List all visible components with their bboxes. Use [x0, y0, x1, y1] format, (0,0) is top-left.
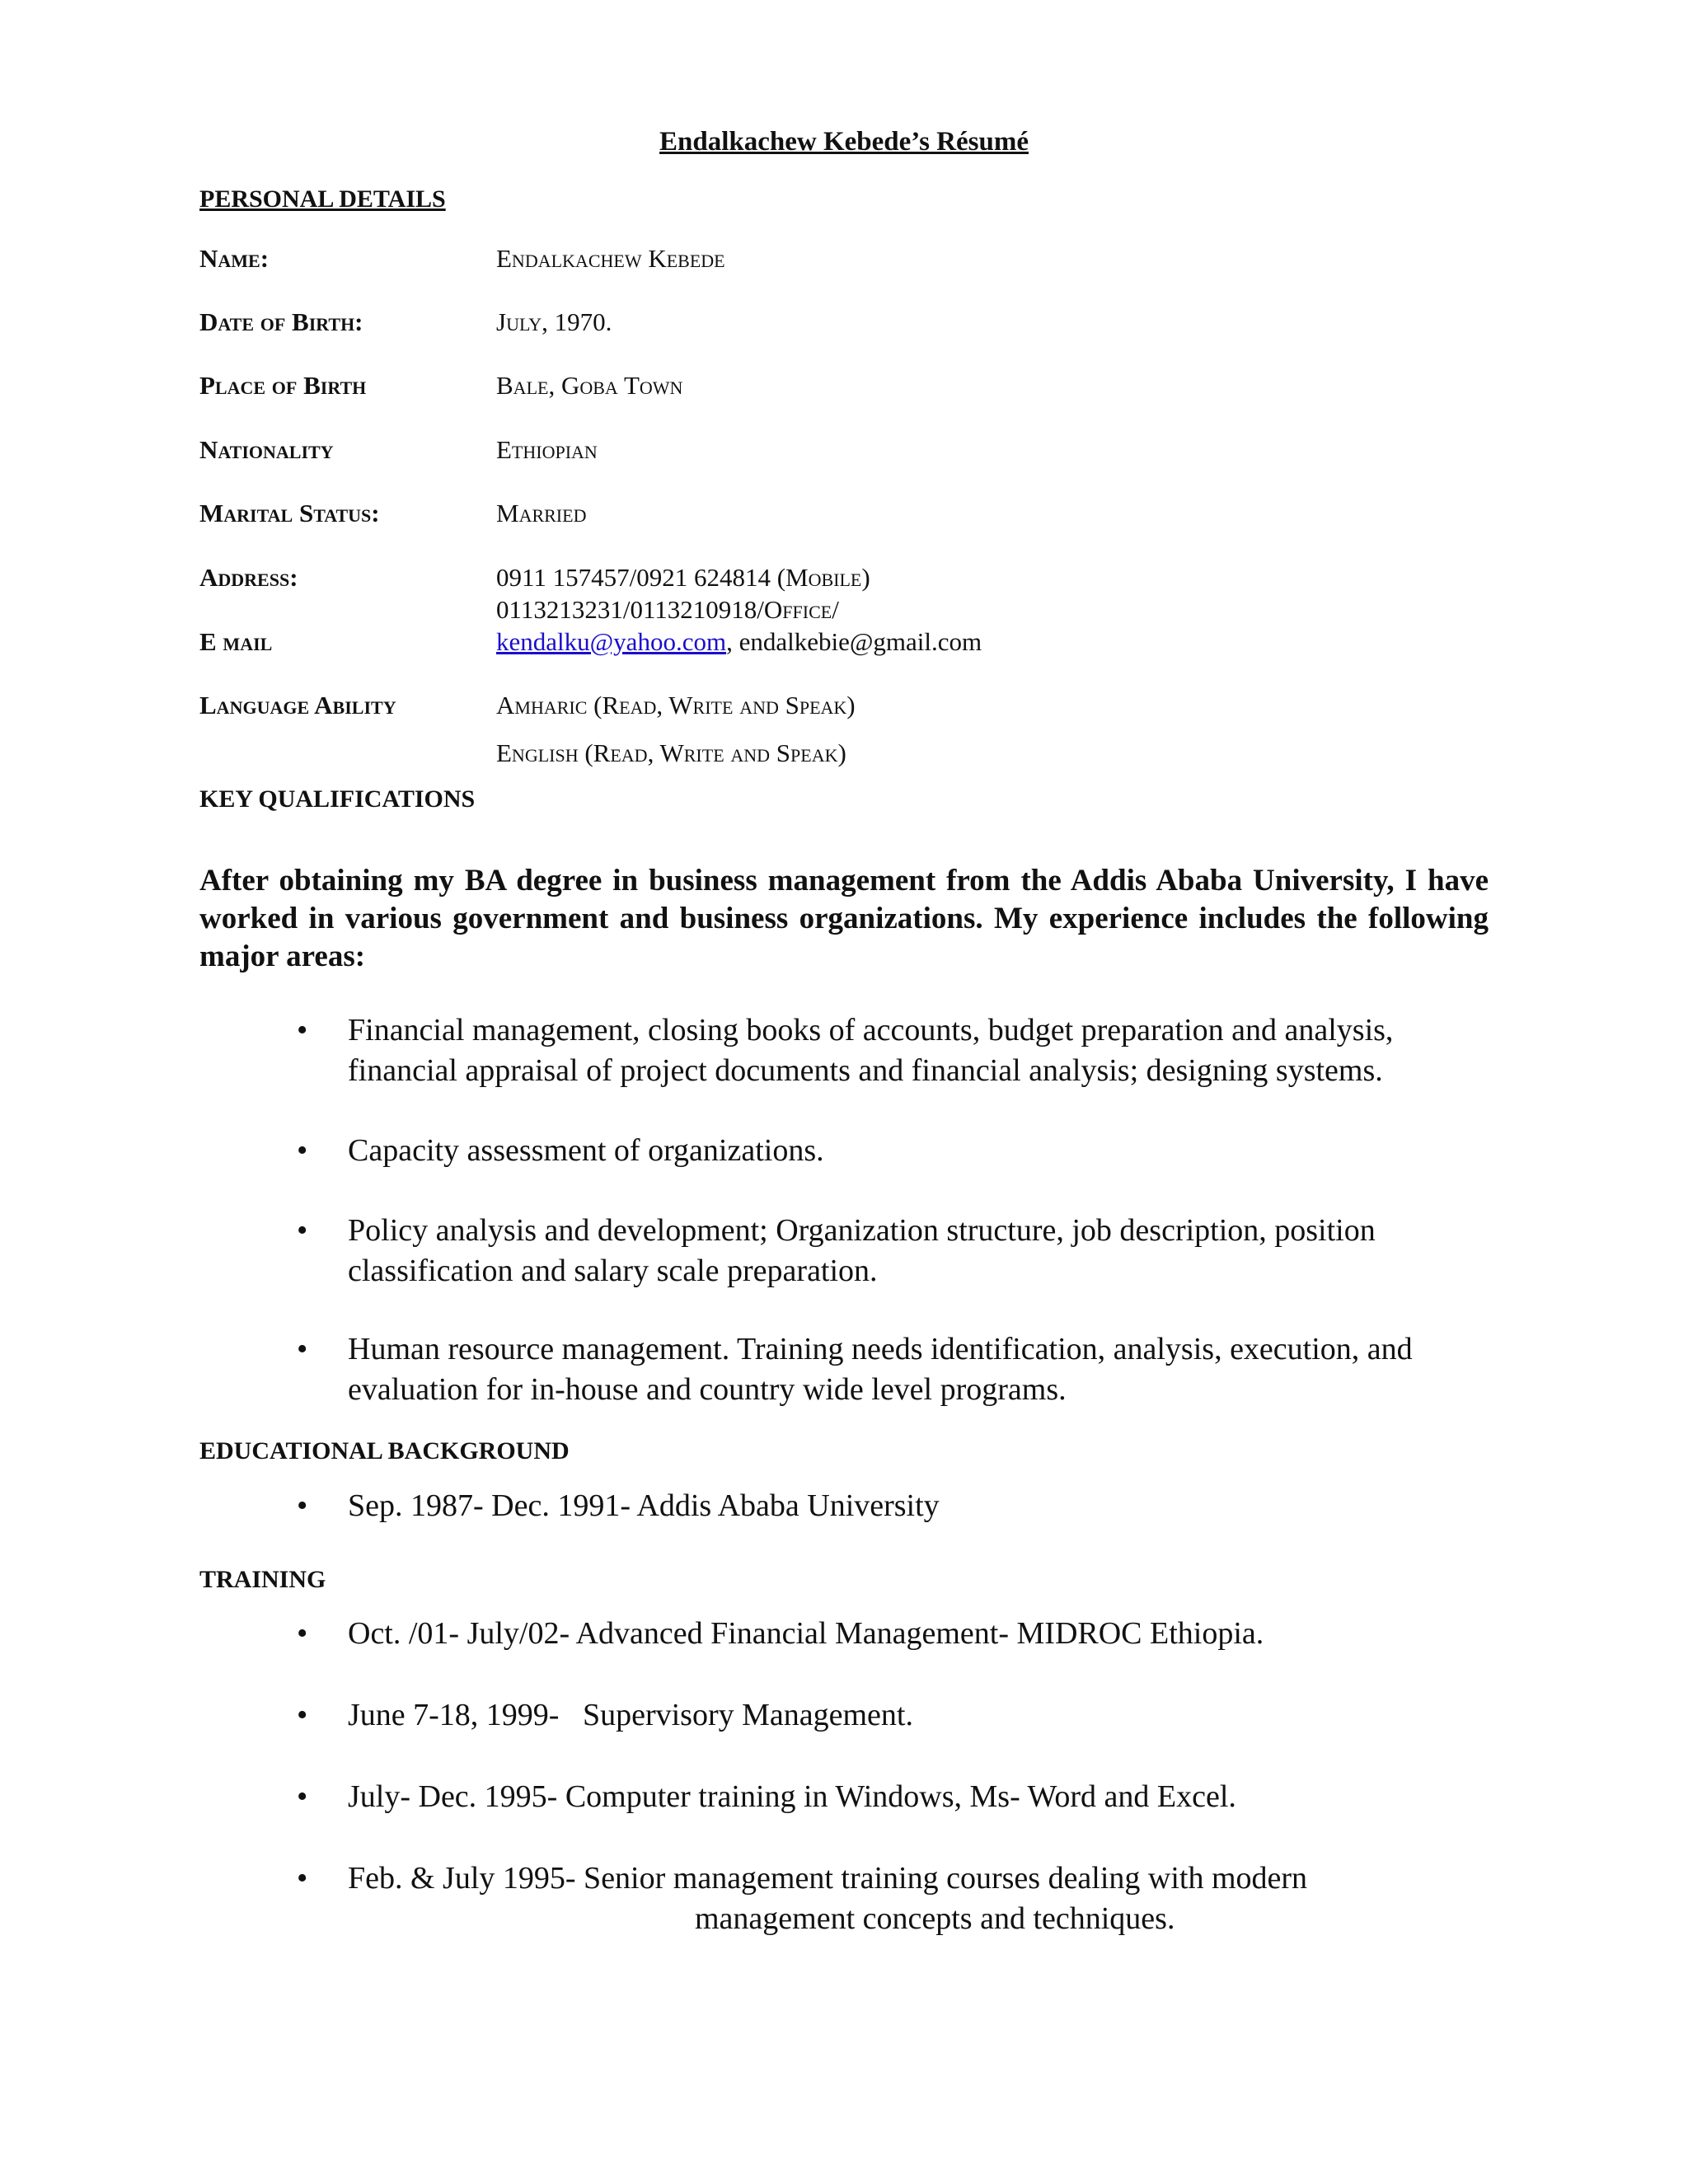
bullet-icon: • [297, 1861, 308, 1896]
email-link-yahoo[interactable]: kendalku@yahoo.com [496, 627, 727, 656]
bullet-icon: • [297, 1213, 308, 1248]
email-line [496, 626, 982, 658]
education-heading: EDUCATIONAL BACKGROUND [199, 1437, 570, 1465]
key-qualifications-heading: KEY QUALIFICATIONS [199, 785, 476, 813]
bullet-icon: • [297, 1698, 308, 1732]
nationality-label: Nationality [199, 435, 334, 464]
qualification-item: Financial management, closing books of accounts, budget preparation and analysis, financial appraisal of project documents and financial analysis; designing systems. [348, 1013, 1394, 1088]
pob-label: Place of Birth [199, 371, 367, 400]
personal-details-heading: PERSONAL DETAILS [199, 185, 446, 213]
qualification-item: Policy analysis and development; Organization structure, job description, position classification and salary scale preparation. [348, 1213, 1376, 1288]
qualification-item: Capacity assessment of organizations. [348, 1133, 824, 1168]
resume-title: Endalkachew Kebede’s Résumé [659, 127, 1029, 157]
education-item: Sep. 1987- Dec. 1991- Addis Ababa University [348, 1488, 940, 1523]
training-item: June 7-18, 1999- Supervisory Management. [348, 1698, 913, 1732]
training-item: Feb. & July 1995- Senior management training courses dealing with modern [348, 1861, 1308, 1896]
language-english: English (Read, Write and Speak) [496, 738, 846, 767]
bullet-icon: • [297, 1488, 308, 1523]
address-mobile: 0911 157457/0921 624814 (Mobile) [496, 563, 870, 592]
bullet-icon: • [297, 1779, 308, 1814]
bullet-icon: • [297, 1616, 308, 1651]
training-item-continuation: management concepts and techniques. [695, 1901, 1175, 1936]
email-label: E mail [199, 627, 273, 656]
address-office: 0113213231/0113210918/Office/ [496, 595, 839, 624]
training-heading: TRAINING [199, 1566, 326, 1593]
dob-label: Date of Birth: [199, 307, 363, 336]
language-amharic: Amharic (Read, Write and Speak) [496, 691, 856, 719]
language-label: Language Ability [199, 691, 396, 719]
training-item: July- Dec. 1995- Computer training in Windows, Ms- Word and Excel. [348, 1779, 1236, 1814]
pob-value: Bale, Goba Town [496, 371, 683, 400]
address-label: Address: [199, 563, 298, 592]
email-gmail: , endalkebie@gmail.com [726, 627, 982, 656]
nationality-value: Ethiopian [496, 435, 598, 464]
marital-status-label: Marital Status: [199, 499, 380, 527]
name-label: Name: [199, 244, 270, 273]
training-item: Oct. /01- July/02- Advanced Financial Management- MIDROC Ethiopia. [348, 1616, 1264, 1651]
bullet-icon: • [297, 1013, 308, 1047]
bullet-icon: • [297, 1332, 308, 1366]
marital-status-value: Married [496, 499, 587, 527]
qualifications-intro: After obtaining my BA degree in business management from the Addis Ababa University, I have worked in various government and business organizations. My experience includes the following major areas: [199, 864, 1489, 973]
name-value: Endalkachew Kebede [496, 244, 725, 273]
dob-value: July, 1970. [496, 307, 612, 336]
bullet-icon: • [297, 1133, 308, 1168]
qualification-item: Human resource management. Training needs identification, analysis, execution, and evaluation for in-house and country wide level programs. [348, 1332, 1413, 1407]
